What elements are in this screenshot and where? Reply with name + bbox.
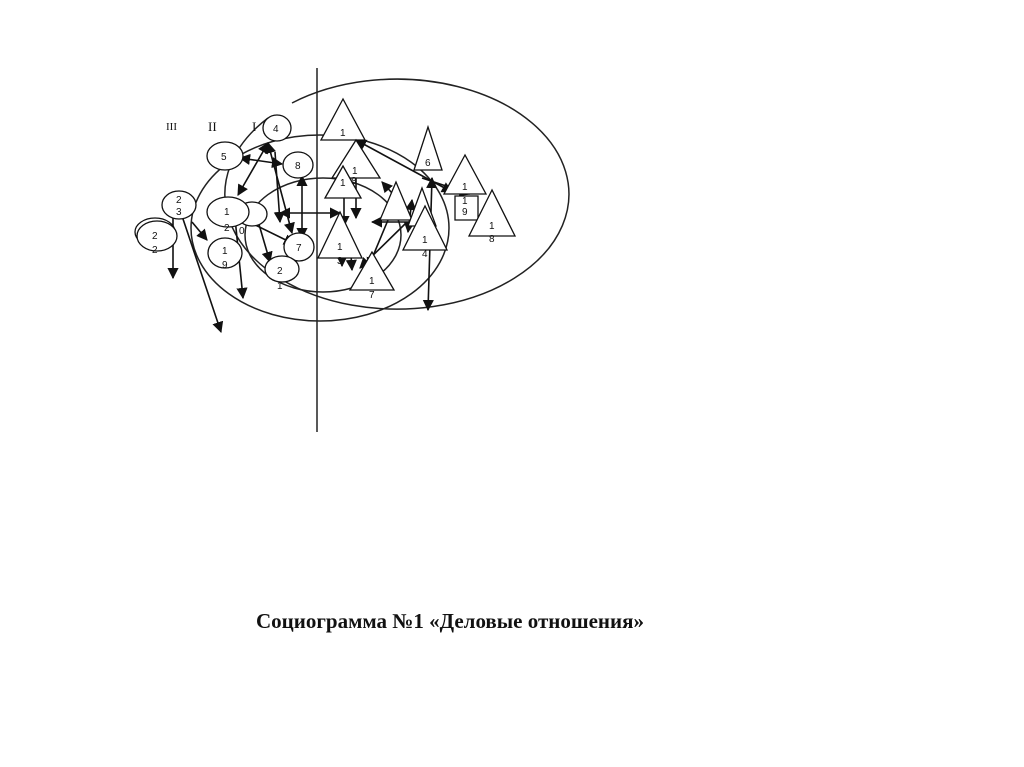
choice-arrow	[192, 222, 207, 240]
node-label: 2	[224, 223, 230, 234]
node-label: 2	[277, 266, 283, 277]
node-label: 8	[489, 234, 495, 245]
node-label: 2	[152, 245, 158, 256]
node-label: 3	[337, 256, 343, 267]
node-label: 1	[340, 178, 346, 189]
node-label: 0	[239, 226, 245, 237]
node-label: 4	[273, 124, 279, 135]
node-label: 8	[351, 176, 357, 187]
node-label: 1	[277, 281, 283, 292]
node-label: 4	[422, 249, 428, 260]
node-circle-5	[207, 142, 243, 170]
node-circle-22	[135, 218, 177, 256]
node-triangle-19	[455, 196, 478, 220]
node-label: 1	[352, 166, 358, 177]
node-label: 2	[152, 231, 158, 242]
node-circle-4	[263, 115, 291, 141]
node-triangle-13	[318, 212, 362, 267]
zone-label-inner: I	[252, 119, 257, 134]
node-triangle-6	[414, 127, 442, 170]
node-label: 1	[462, 182, 468, 193]
node-label: 2	[176, 195, 182, 206]
node-label: 5	[221, 152, 227, 163]
node-label: 8	[295, 161, 301, 172]
node-circle-23	[162, 191, 196, 219]
node-circle-19	[208, 238, 242, 271]
choice-arrow	[180, 210, 221, 332]
node-triangle-1	[321, 99, 365, 140]
node-label: 1	[422, 235, 428, 246]
node-label: 1	[369, 276, 375, 287]
zone-label-outer: III	[166, 121, 177, 133]
node-circle-8	[283, 152, 313, 178]
node-label: 1	[489, 221, 495, 232]
node-label: 7	[296, 243, 302, 254]
node-label: 1	[222, 246, 228, 257]
node-label: 1	[224, 207, 230, 218]
node-label: 3	[176, 207, 182, 218]
node-label: 9	[222, 260, 228, 271]
zone-label-middle: II	[208, 119, 217, 134]
node-triangle-1b	[444, 155, 486, 194]
node-triangle-17	[350, 252, 394, 301]
node-label: 1	[340, 128, 346, 139]
node-label: 1	[462, 196, 468, 207]
node-label: 6	[425, 158, 431, 169]
diagram-caption: Социограмма №1 «Деловые отношения»	[256, 609, 644, 633]
node-label: 1	[337, 242, 343, 253]
node-label: 7	[369, 290, 375, 301]
node-label: 9	[462, 207, 468, 218]
